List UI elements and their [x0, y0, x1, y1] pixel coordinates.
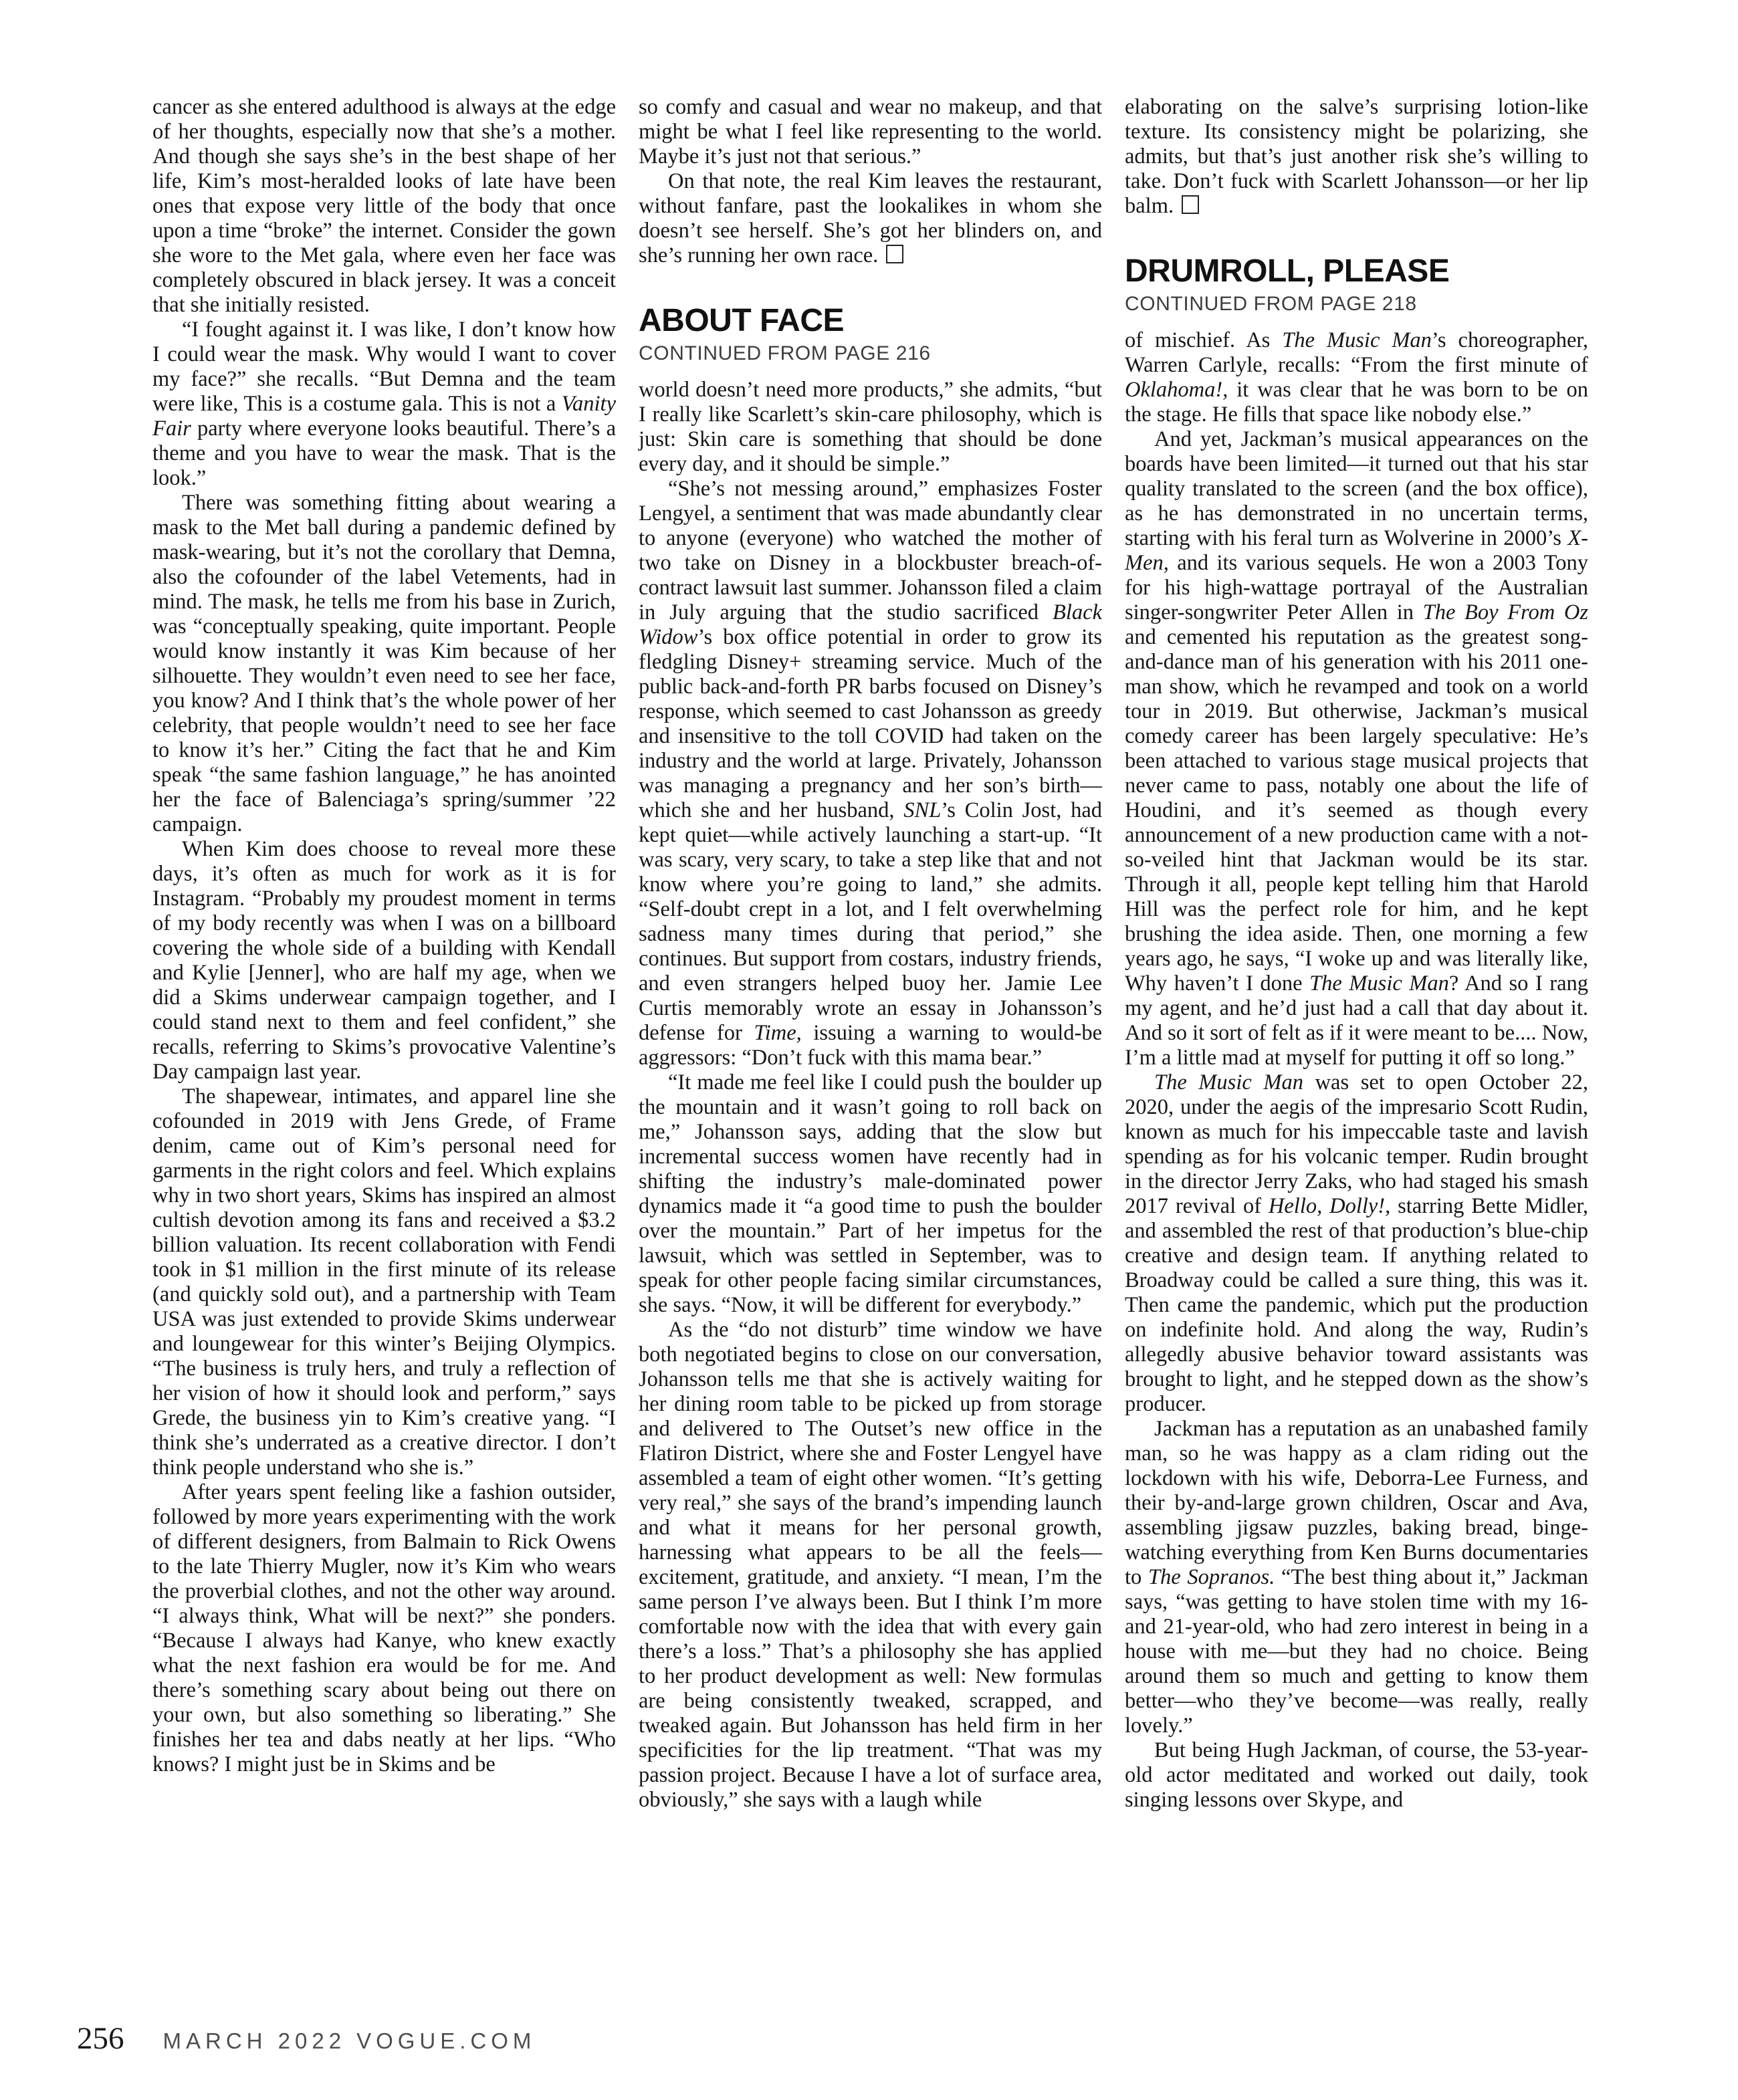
body-text: “She’s not messing around,” emphasizes Foster Lengyel, a sentiment that was made abundantly clear to anyone (everyone) who watched the mother of two take on Disney in a blockbuster breach-of-contract lawsuit last summer. Johansson filed a claim in July arguing that the studio sacrificed [639, 477, 1102, 624]
article-paragraph [1125, 1738, 1588, 1813]
article-paragraph [1125, 427, 1588, 1070]
italic-title-text: The Music Man [1282, 328, 1432, 352]
body-text: And yet, Jackman’s musical appearances on the boards have been limited—it turned out that his star quality translated to the screen (and the box office), as he has demonstrated in no uncertain terms, starting with his feral turn as Wolverine in 2000’s [1125, 427, 1588, 550]
body-text: world doesn’t need more products,” she admits, “but I really like Scarlett’s skin-care philosophy, which is just: Skin care is something that should be done every day, and it should be simple.” [639, 378, 1102, 476]
article-paragraph [1125, 1070, 1588, 1417]
italic-title-text: The Music Man [1154, 1070, 1303, 1094]
body-text: so comfy and casual and wear no makeup, and that might be what I feel like representing to the world. Maybe it’s just not that serious.” [639, 95, 1102, 168]
body-text: ’s choreographer, Warren Carlyle, recalls: “From the first minute of [1125, 328, 1589, 377]
body-text: was set to open October 22, 2020, under the aegis of the impresario Scott Rudin, known as much for his impeccable taste and lavish spending as for his volcanic temper. Rudin brought in the director Jerry Zaks, who had staged his smash 2017 revival of [1125, 1070, 1588, 1218]
body-text: ’s box office potential in order to grow its fledgling Disney+ streaming service. Much of the public back-and-forth PR barbs focused on Disney’s response, which seemed to cast Johansson as greedy and insensitive to the toll COVID had taken on the industry and the world at large. Privately, Johansson was managing a pregnancy and her son’s birth—which she and her husband, [639, 625, 1102, 822]
body-text: “It made me feel like I could push the boulder up the mountain and it wasn’t going to roll back on me,” Johansson says, adding that the slow but incremental success women have recently had in shifting the industry’s male-dominated power dynamics made it “a good time to push the boulder over the mountain.” Part of her impetus for the lawsuit, which was settled in September, was to speak for other people facing similar circumstances, she says. “Now, it will be different for everybody.” [639, 1070, 1102, 1317]
body-text: and its various sequels. He won a 2003 Tony for his high-wattage portrayal of the Australian singer-songwriter Peter Allen in [1125, 551, 1588, 624]
article-paragraph [1125, 1417, 1588, 1738]
body-text: issuing a warning to would-be aggressors: “Don’t fuck with this mama bear.” [639, 1021, 1102, 1070]
body-text: The shapewear, intimates, and apparel line she cofounded in 2019 with Jens Grede, of Frame denim, came out of Kim’s personal need for garments in the right colors and feel. Which explains why in two short years, Skims has inspired an almost cultish devotion among its fans and received a $3.2 billion valuation. Its recent collaboration with Fendi took in $1 million in the first minute of its release (and quickly sold out), and a partnership with Team USA was just extended to provide Skims underwear and loungewear for this winter’s Beijing Olympics. “The business is truly hers, and truly a reflection of her vision of how it should look and perform,” says Grede, the business yin to Kim’s creative yang. “I think she’s underrated as a creative director. I don’t think people understand who she is.” [152, 1084, 616, 1480]
article-paragraph [639, 95, 1102, 169]
italic-title-text: Hello, Dolly!, [1268, 1194, 1391, 1218]
body-text: After years spent feeling like a fashion outsider, followed by more years experimenting with the work of different designers, from Balmain to Rick Owens to the late Thierry Mugler, now it’s Kim who wears the proverbial clothes, and not the other way around. “I always think, What will be next?” she ponders. “Because I always had Kanye, who knew exactly what the next fashion era would be for me. And there’s something scary about being out there on your own, but also something so liberating.” She finishes her tea and dabs neatly at her lips. “Who knows? I might just be in Skims and be [152, 1480, 616, 1776]
page-number: 256 [77, 2021, 124, 2056]
body-text: ? And so I rang my agent, and he’d just had a call that day about it. And so it sort of felt as if it were meant to be.... Now, I’m a little mad at myself for putting it off so long.” [1125, 971, 1588, 1070]
body-text: There was something fitting about wearing a mask to the Met ball during a pandemic defined by mask-wearing, but it’s not the corollary that Demna, also the cofounder of the label Vetements, had in mind. The mask, he tells me from his base in Zurich, was “conceptually speaking, quite important. People would know instantly it was Kim because of her silhouette. They wouldn’t even need to see her face, you know? And I think that’s the whole power of her celebrity, that people wouldn’t need to see her face to know it’s her.” Citing the fact that he and Kim speak “the same fashion language,” he has anointed her the face of Balenciaga’s spring/summer ’22 campaign. [152, 491, 616, 836]
end-of-article-mark [886, 245, 903, 263]
article-columns [152, 95, 1588, 1813]
continued-from-note: CONTINUED FROM PAGE 216 [639, 342, 931, 364]
article-paragraph [639, 477, 1102, 1070]
section-heading: ABOUT FACE [639, 303, 844, 338]
body-text: “I fought against it. I was like, I don’t know how I could wear the mask. Why would I want to cover my face?” she recalls. “But Demna and the team were like, This is a costume gala. This is not a [152, 318, 616, 416]
article-paragraph [639, 169, 1102, 268]
article-paragraph [152, 318, 616, 491]
body-text: elaborating on the salve’s surprising lotion-like texture. Its consistency might be polarizing, she admits, but that’s just another risk she’s willing to take. Don’t fuck with Scarlett Johansson—or her lip balm. [1125, 95, 1588, 218]
body-text: On that note, the real Kim leaves the restaurant, without fanfare, past the lookalikes in whom she doesn’t see herself. She’s got her blinders on, and she’s running her own race. [639, 169, 1102, 267]
page-footer [77, 2020, 536, 2057]
italic-title-text: Vanity Fair [152, 392, 616, 441]
italic-title-text: Oklahoma!, [1125, 378, 1228, 402]
body-text: When Kim does choose to reveal more these days, it’s often as much for work as it is for Instagram. “Probably my proudest moment in terms of my body recently was when I was on a billboard covering the whole side of a building with Kendall and Kylie [Jenner], who are half my age, when we did a Skims underwear campaign together, and I could stand next to them and feel confident,” she recalls, referring to Skims’s provocative Valentine’s Day campaign last year. [152, 837, 616, 1084]
body-text: But being Hugh Jackman, of course, the 53-year-old actor meditated and worked out daily, took singing lessons over Skype, and [1125, 1738, 1588, 1812]
italic-title-text: The Music Man [1309, 971, 1449, 996]
site-url: VOGUE.COM [356, 2028, 536, 2053]
body-text: party where everyone looks beautiful. There’s a theme and you have to wear the mask. That is the look.” [152, 417, 616, 490]
article-paragraph [152, 491, 616, 837]
body-text: As the “do not disturb” time window we have both negotiated begins to close on our conversation, Johansson tells me that she is actively waiting for her dining room table to be picked up from storage and delivered to The Outset’s new office in the Flatiron District, where she and Foster Lengyel have assembled a team of eight other women. “It’s getting very real,” she says of the brand’s impending launch and what it means for her personal growth, harnessing what appears to be all the feels—excitement, gratitude, and anxiety. “I mean, I’m the same person I’ve always been. But I think I’m more comfortable now with the idea that with every gain there’s a loss.” That’s a philosophy she has applied to her product development as well: New formulas are being consistently tweaked, scrapped, and tweaked again. But Johansson has held firm in her specificities for the lip treatment. “That was my passion project. Because I have a lot of surface area, obviously,” she says with a laugh while [639, 1318, 1102, 1812]
article-paragraph [152, 95, 616, 318]
article-paragraph [152, 1480, 616, 1777]
article-paragraph [152, 1084, 616, 1480]
italic-title-text: SNL [903, 798, 942, 822]
body-text: of mischief. As [1125, 328, 1283, 352]
body-text: starring Bette Midler, and assembled the rest of that production’s blue-chip creative and design team. If anything related to Broadway could be called a sure thing, this was it. Then came the pandemic, which put the production on indefinite hold. And along the way, Rudin’s allegedly abusive behavior toward assistants was brought to light, and he stepped down as the show’s producer. [1125, 1194, 1588, 1416]
article-paragraph [1125, 95, 1588, 219]
article-column [1125, 95, 1588, 1813]
article-column [639, 95, 1102, 1813]
article-paragraph [639, 378, 1102, 477]
article-paragraph [639, 1318, 1102, 1813]
body-text: Jackman has a reputation as an unabashed family man, so he was happy as a clam riding out the lockdown with his wife, Deborra-Lee Furness, and their by-and-large grown children, Oscar and Ava, assembling jigsaw puzzles, baking bread, binge-watching everything from Ken Burns documentaries to [1125, 1417, 1588, 1589]
italic-title-text: The Boy From Oz [1422, 600, 1588, 624]
continued-from-note: CONTINUED FROM PAGE 218 [1125, 293, 1417, 315]
article-paragraph [152, 837, 616, 1084]
body-text: it was clear that he was born to be on the stage. He fills that space like nobody else.” [1125, 378, 1588, 427]
italic-title-text: Black Widow [639, 600, 1102, 649]
body-text: ’s Colin Jost, had kept quiet—while actively launching a start-up. “It was scary, very scary, to take a step like that and not know where you’re going to land,” she admits. “Self-doubt crept in a lot, and I felt overwhelming sadness many times during that period,” she continues. But support from costars, industry friends, and even strangers helped buoy her. Jamie Lee Curtis memorably wrote an essay in Johansson’s defense for [639, 798, 1102, 1045]
italic-title-text: The Sopranos. [1148, 1565, 1275, 1589]
article-column [152, 95, 616, 1813]
article-paragraph [639, 1070, 1102, 1318]
article-paragraph [1125, 328, 1588, 427]
section-heading: DRUMROLL, PLEASE [1125, 253, 1450, 289]
end-of-article-mark [1182, 195, 1199, 214]
body-text: and cemented his reputation as the greatest song-and-dance man of his generation with his 2011 one-man show, which he revamped and took on a world tour in 2019. But otherwise, Jackman’s musical comedy career has been largely speculative: He’s been attached to various stage musical projects that never came to pass, notably one about the life of Houdini, and it’s seemed as though every announcement of a new production came with a not-so-veiled hint that Jackman would be its star. Through it all, people kept telling him that Harold Hill was the perfect role for him, and he kept brushing the idea aside. Then, one morning a few years ago, he says, “I woke up and was literally like, Why haven’t I done [1125, 625, 1588, 996]
body-text: cancer as she entered adulthood is always at the edge of her thoughts, especially now that she’s a mother. And though she says she’s in the best shape of her life, Kim’s most-heralded looks of late have been ones that expose very little of the body that once upon a time “broke” the internet. Consider the gown she wore to the Met gala, where even her face was completely obscured in black jersey. It was a conceit that she initially resisted. [152, 95, 616, 317]
issue-date: MARCH 2022 [162, 2028, 346, 2053]
italic-title-text: X-Men, [1125, 526, 1588, 575]
italic-title-text: Time, [754, 1021, 802, 1045]
body-text: “The best thing about it,” Jackman says, “was getting to have stolen time with my 16- and 21-year-old, who had zero interest in being in a house with me—but they had no choice. Being around them so much and getting to know them better—who they’ve become—was really, really lovely.” [1125, 1565, 1589, 1738]
